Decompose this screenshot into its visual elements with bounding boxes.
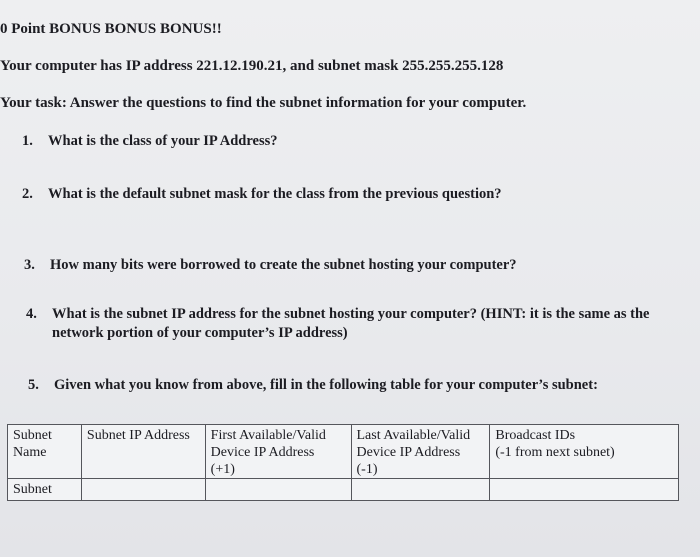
ip-address-statement: Your computer has IP address 221.12.190.21, and subnet mask 255.255.255.128	[0, 58, 504, 74]
question-text: Given what you know from above, fill in the following table for your computer’s subnet:	[54, 377, 598, 393]
question-number: 2.	[22, 186, 33, 202]
question-text-continued: network portion of your computer’s IP address)	[52, 325, 348, 341]
question-number: 5.	[28, 377, 39, 393]
task-statement: Your task: Answer the questions to find the subnet information for your computer.	[0, 95, 527, 111]
column-header-first-valid: First Available/Valid Device IP Address (+1)	[205, 425, 351, 479]
page-title: 0 Point BONUS BONUS BONUS!!	[0, 21, 222, 37]
column-header-subnet-ip: Subnet IP Address	[81, 425, 205, 479]
question-number: 1.	[22, 133, 33, 149]
question-number: 4.	[26, 306, 37, 322]
subnet-info-table	[7, 424, 679, 501]
table-cell-broadcast[interactable]	[490, 479, 679, 501]
table-row	[8, 479, 679, 501]
column-header-last-valid: Last Available/Valid Device IP Address (-1)	[351, 425, 490, 479]
question-text: What is the class of your IP Address?	[48, 133, 278, 149]
table-cell-first-valid[interactable]	[205, 479, 351, 501]
table-cell-last-valid[interactable]	[351, 479, 490, 501]
question-text: What is the subnet IP address for the subnet hosting your computer? (HINT: it is the same as the	[52, 306, 650, 322]
column-header-broadcast: Broadcast IDs (-1 from next subnet)	[490, 425, 679, 479]
table-cell-subnet-ip[interactable]	[81, 479, 205, 501]
column-header-subnet-name: Subnet Name	[8, 425, 82, 479]
question-text: What is the default subnet mask for the class from the previous question?	[48, 186, 502, 202]
question-number: 3.	[24, 257, 35, 273]
question-text: How many bits were borrowed to create the subnet hosting your computer?	[50, 257, 517, 273]
table-cell-subnet-name: Subnet	[8, 479, 82, 501]
table-header-row	[8, 425, 679, 479]
